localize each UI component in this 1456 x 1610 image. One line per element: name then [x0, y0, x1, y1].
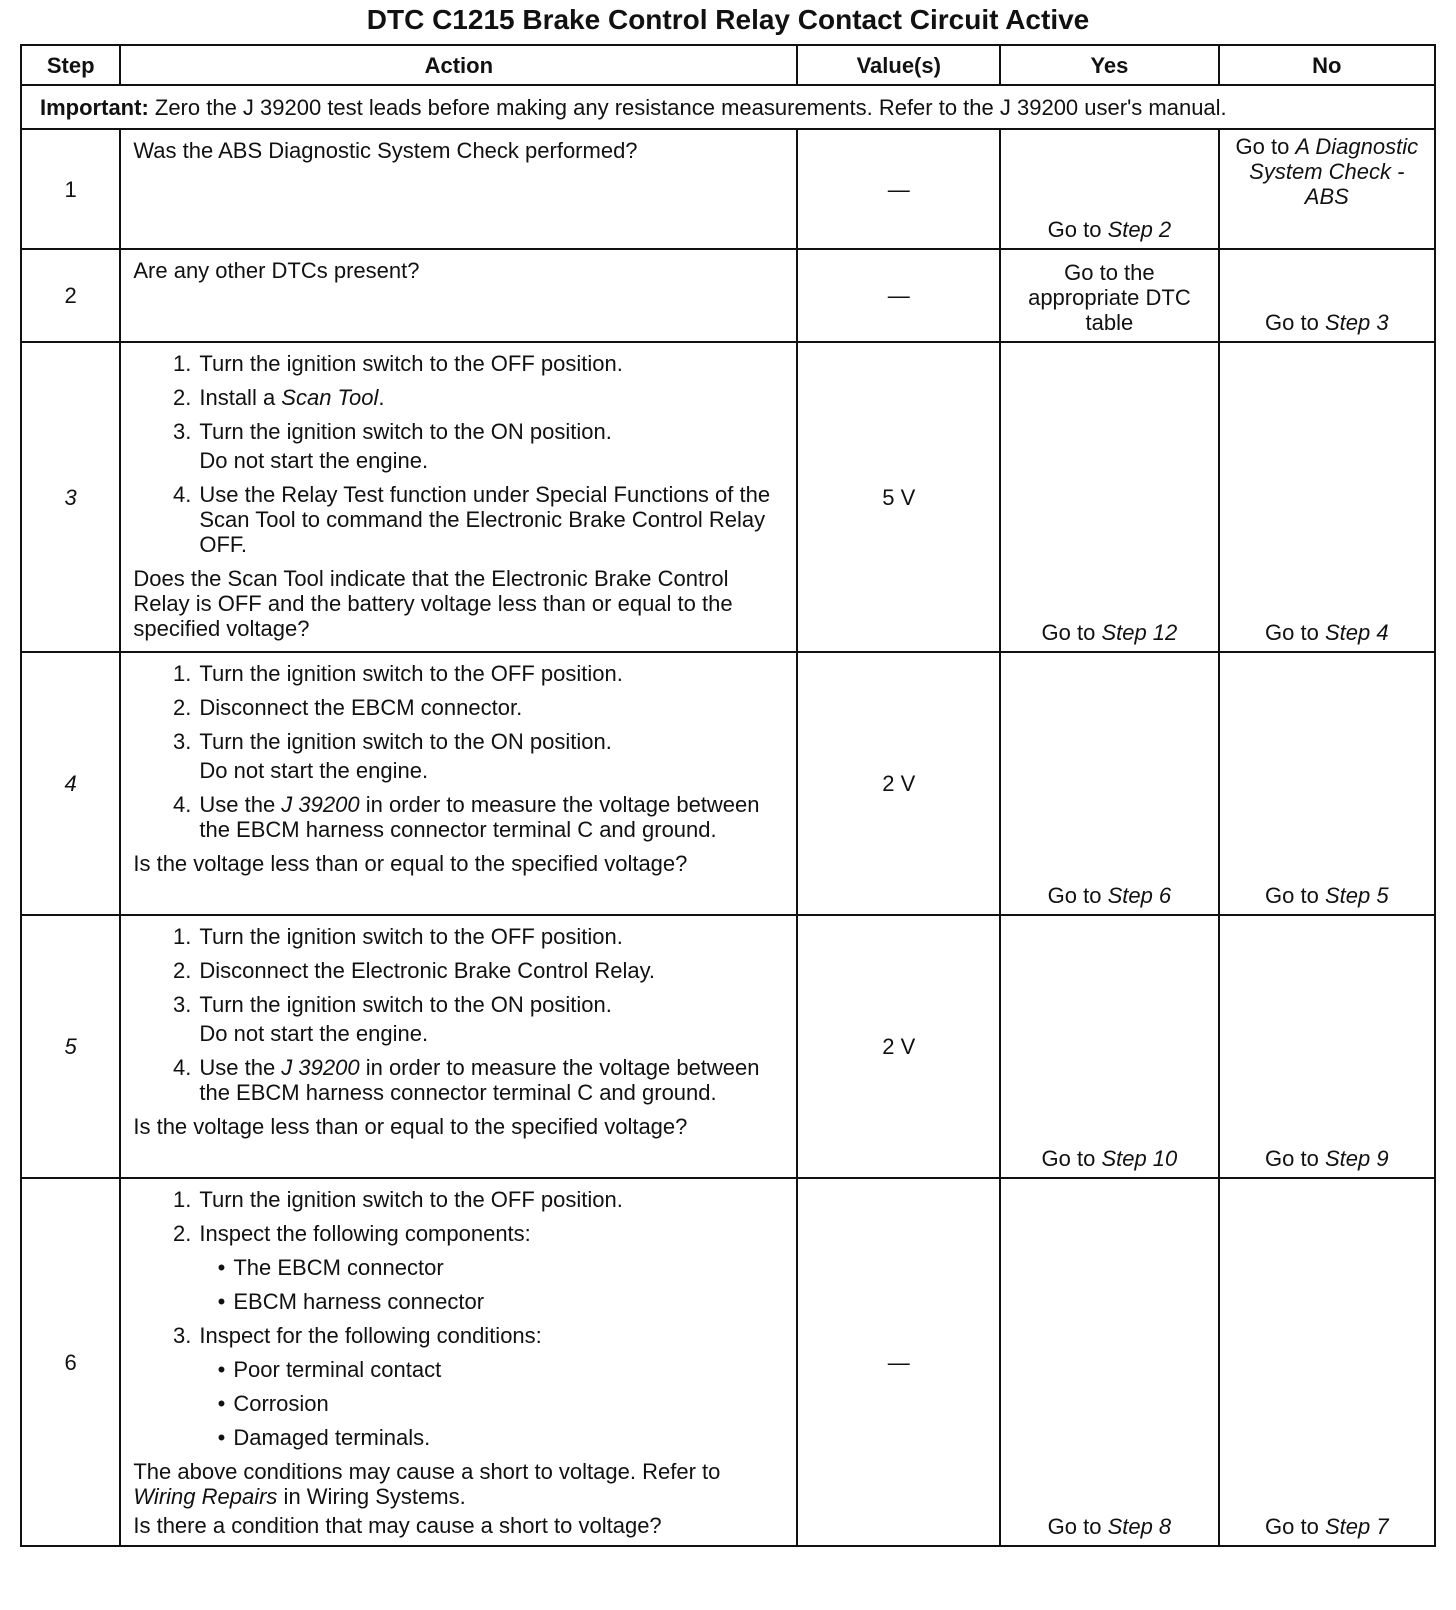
item-text: Turn the ignition switch to the OFF position.: [199, 351, 623, 376]
value-cell: —: [797, 249, 1000, 342]
item-text-before: Use the: [199, 792, 282, 817]
step-number: 4: [21, 652, 120, 915]
list-item: [133, 792, 784, 842]
yes-link[interactable]: Step 12: [1101, 620, 1178, 645]
no-cell: [1219, 342, 1435, 652]
no-prefix: Go to: [1265, 1514, 1325, 1539]
item-subtext: Do not start the engine.: [199, 758, 429, 783]
no-cell: [1219, 915, 1435, 1178]
yes-prefix: Go to: [1041, 620, 1102, 645]
bullet-item: • The EBCM connector: [217, 1255, 444, 1280]
list-item: [133, 992, 784, 1017]
yes-link[interactable]: Go to the appropriate DTC table: [1028, 260, 1191, 335]
item-text-after: .: [378, 385, 385, 410]
item-text: Turn the ignition switch to the ON position.: [199, 992, 612, 1017]
important-note: [21, 85, 1435, 129]
yes-link[interactable]: Step 8: [1107, 1514, 1172, 1539]
action-cell: [120, 1178, 797, 1546]
list-item: [133, 695, 784, 720]
value-cell: 2 V: [797, 915, 1000, 1178]
table-row: [21, 915, 1435, 1178]
item-text: Turn the ignition switch to the ON position.: [199, 729, 612, 754]
bullet-item: • Corrosion: [217, 1391, 329, 1416]
no-prefix: Go to: [1265, 620, 1325, 645]
item-number: 3.: [173, 992, 192, 1017]
yes-prefix: Go to: [1047, 1514, 1108, 1539]
item-text: Turn the ignition switch to the OFF position.: [199, 1187, 623, 1212]
value-cell: 2 V: [797, 652, 1000, 915]
item-text-italic: J 39200: [281, 1055, 360, 1080]
list-item: [133, 351, 784, 376]
important-text: Zero the J 39200 test leads before making any resistance measurements. Refer to the J 39200 user's manual.: [148, 94, 1227, 120]
yes-prefix: Go to: [1047, 883, 1108, 908]
yes-prefix: Go to: [1041, 1146, 1102, 1171]
yes-cell: [1000, 342, 1218, 652]
action-cell: [120, 915, 797, 1178]
no-link[interactable]: Step 9: [1324, 1146, 1389, 1171]
yes-cell: [1000, 1178, 1218, 1546]
action-note: [133, 1459, 784, 1509]
action-question: Is the voltage less than or equal to the specified voltage?: [133, 851, 688, 876]
list-item: [133, 924, 784, 949]
item-text-italic: Scan Tool: [281, 385, 379, 410]
bullet-item: • Damaged terminals.: [217, 1425, 431, 1450]
item-number: 2.: [173, 958, 192, 983]
item-text: Inspect the following components:: [199, 1221, 531, 1246]
action-question: Are any other DTCs present?: [133, 258, 420, 283]
list-item: [133, 385, 784, 410]
header-row: [21, 45, 1435, 85]
item-text-before: Install a: [199, 385, 282, 410]
header-step: Step: [21, 45, 120, 85]
step-number: 3: [21, 342, 120, 652]
item-text: [199, 792, 784, 842]
bullet-text: EBCM harness connector: [233, 1289, 485, 1314]
no-prefix: Go to: [1265, 883, 1325, 908]
item-number: 3.: [173, 729, 192, 754]
bullet-text: Corrosion: [233, 1391, 329, 1416]
step-number: 5: [21, 915, 120, 1178]
item-number: 1.: [173, 661, 192, 686]
list-item: [133, 1055, 784, 1105]
yes-cell: [1000, 249, 1218, 342]
item-text: [199, 385, 784, 410]
list-item: [133, 661, 784, 686]
document-title: DTC C1215 Brake Control Relay Contact Circuit Active: [366, 4, 1090, 35]
list-item: [133, 1187, 784, 1212]
no-cell: [1219, 1178, 1435, 1546]
action-steps: [133, 1187, 784, 1450]
table-row: [21, 129, 1435, 249]
step-number: 2: [21, 249, 120, 342]
list-item: [133, 958, 784, 983]
no-cell: [1219, 652, 1435, 915]
item-number: 1.: [173, 1187, 192, 1212]
item-number: 4.: [173, 1055, 192, 1080]
item-subtext: Do not start the engine.: [199, 1021, 429, 1046]
step-number: 6: [21, 1178, 120, 1546]
item-text: [199, 1055, 784, 1105]
no-prefix: Go to: [1235, 134, 1296, 159]
no-link[interactable]: Step 5: [1324, 883, 1389, 908]
list-item: [133, 729, 784, 754]
value-cell: —: [797, 129, 1000, 249]
important-row: [21, 85, 1435, 129]
action-cell: [120, 249, 797, 342]
item-number: 2.: [173, 695, 192, 720]
item-number: 1.: [173, 351, 192, 376]
header-values: Value(s): [797, 45, 1000, 85]
list-item: [133, 482, 784, 557]
action-cell: [120, 129, 797, 249]
important-label: Important:: [40, 94, 149, 120]
action-question: Was the ABS Diagnostic System Check performed?: [133, 138, 638, 163]
item-number: 1.: [173, 924, 192, 949]
note-text-after: in Wiring Systems.: [277, 1484, 466, 1509]
item-subtext: Do not start the engine.: [199, 448, 429, 473]
item-text-after: in order to measure the voltage between the EBCM harness connector terminal C and ground.: [199, 792, 760, 842]
item-text: Disconnect the EBCM connector.: [199, 695, 523, 720]
item-number: 3.: [173, 1323, 192, 1348]
action-steps: [133, 351, 784, 557]
item-text: Inspect for the following conditions:: [199, 1323, 542, 1348]
no-cell: [1219, 249, 1435, 342]
no-link[interactable]: Step 7: [1324, 1514, 1389, 1539]
bullet-text: Poor terminal contact: [233, 1357, 442, 1382]
table-row: [21, 249, 1435, 342]
item-number: 4.: [173, 482, 192, 507]
item-text-after: in order to measure the voltage between the EBCM harness connector terminal C and ground.: [199, 1055, 760, 1105]
list-item: [133, 1221, 784, 1246]
table-row: [21, 652, 1435, 915]
item-text: Turn the ignition switch to the ON position.: [199, 419, 612, 444]
action-steps: [133, 924, 784, 1105]
bullet-item: • Poor terminal contact: [217, 1357, 442, 1382]
action-cell: [120, 342, 797, 652]
header-no: No: [1219, 45, 1435, 85]
action-question: Is there a condition that may cause a short to voltage?: [133, 1513, 662, 1538]
item-number: 2.: [173, 1221, 192, 1246]
action-question: Is the voltage less than or equal to the specified voltage?: [133, 1114, 688, 1139]
diagnostic-table: [20, 44, 1436, 1547]
yes-cell: [1000, 915, 1218, 1178]
item-text: Turn the ignition switch to the OFF position.: [199, 924, 623, 949]
item-text-italic: J 39200: [281, 792, 360, 817]
table-row: [21, 342, 1435, 652]
yes-link[interactable]: Step 6: [1107, 883, 1172, 908]
no-link[interactable]: A Diagnostic System Check - ABS: [1249, 134, 1419, 209]
no-prefix: Go to: [1265, 310, 1325, 335]
bullet-text: The EBCM connector: [233, 1255, 444, 1280]
no-prefix: Go to: [1265, 1146, 1325, 1171]
item-text: Disconnect the Electronic Brake Control Relay.: [199, 958, 656, 983]
note-link[interactable]: Wiring Repairs: [133, 1484, 278, 1509]
yes-link[interactable]: Step 2: [1107, 217, 1172, 242]
value-cell: 5 V: [797, 342, 1000, 652]
yes-cell: [1000, 652, 1218, 915]
no-cell: [1219, 129, 1435, 249]
item-number: 3.: [173, 419, 192, 444]
action-cell: [120, 652, 797, 915]
step-number: 1: [21, 129, 120, 249]
list-item: [133, 1323, 784, 1348]
item-text-before: Use the: [199, 1055, 282, 1080]
header-yes: Yes: [1000, 45, 1218, 85]
bullet-item: • EBCM harness connector: [217, 1289, 485, 1314]
item-number: 2.: [173, 385, 192, 410]
action-steps: [133, 661, 784, 842]
value-cell: —: [797, 1178, 1000, 1546]
item-text: Turn the ignition switch to the OFF position.: [199, 661, 623, 686]
item-number: 4.: [173, 792, 192, 817]
list-item: [133, 419, 784, 444]
yes-cell: [1000, 129, 1218, 249]
yes-prefix: Go to: [1047, 217, 1108, 242]
note-text-before: The above conditions may cause a short to voltage. Refer to: [133, 1459, 721, 1484]
table-row: [21, 1178, 1435, 1546]
no-link[interactable]: Step 3: [1324, 310, 1389, 335]
header-action: Action: [120, 45, 797, 85]
action-question: Does the Scan Tool indicate that the Electronic Brake Control Relay is OFF and the battery voltage less than or equal to the specified voltage?: [133, 566, 733, 641]
item-text: Use the Relay Test function under Special Functions of the Scan Tool to command the Electronic Brake Control Relay OFF.: [199, 482, 771, 557]
yes-link[interactable]: Step 10: [1101, 1146, 1178, 1171]
bullet-text: Damaged terminals.: [233, 1425, 431, 1450]
no-link[interactable]: Step 4: [1324, 620, 1389, 645]
